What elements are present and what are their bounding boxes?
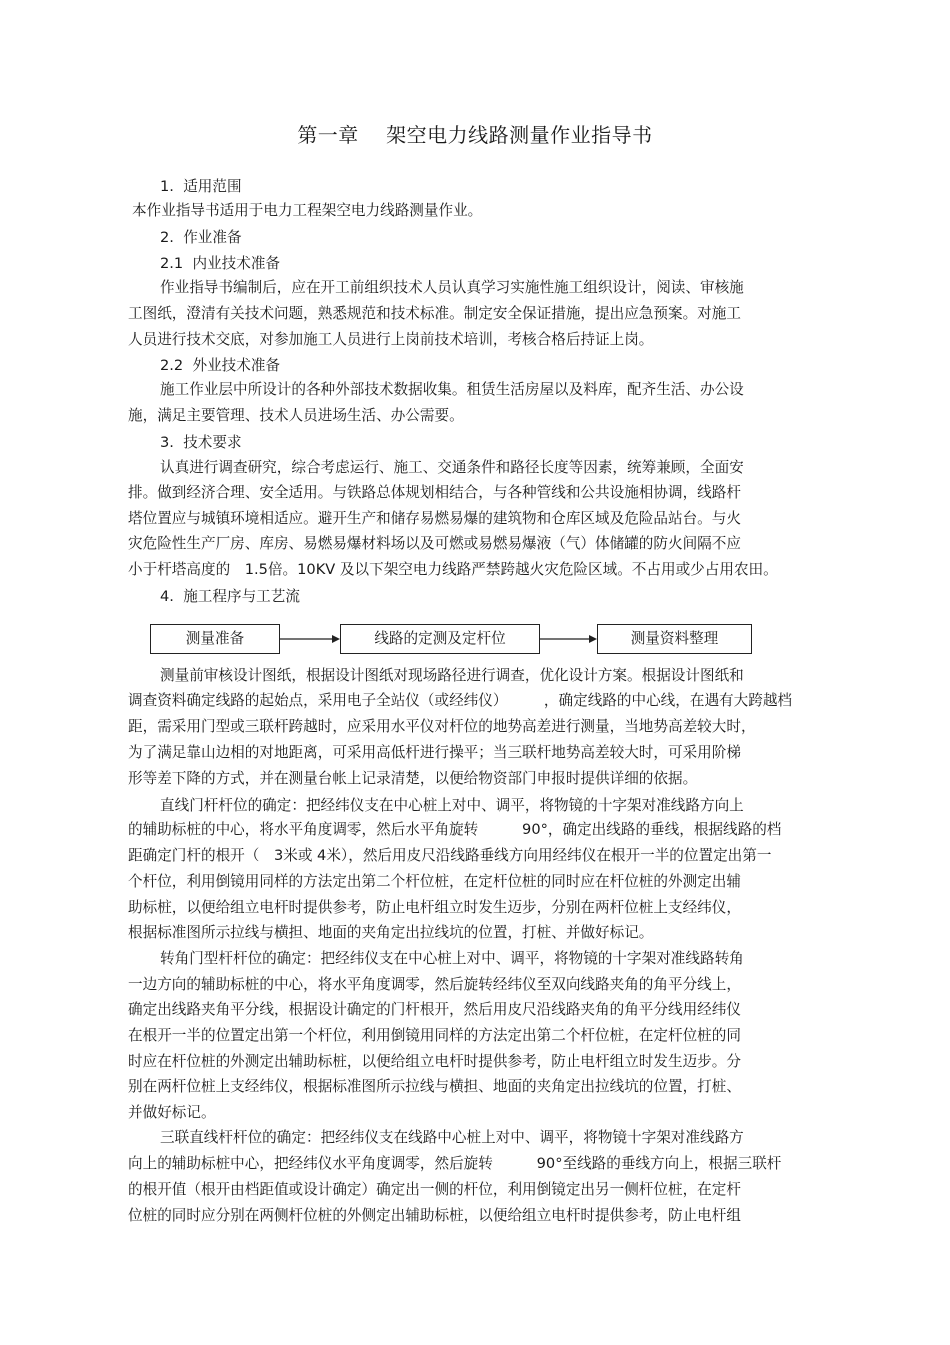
section-heading-scope: 1. 适用范围 bbox=[160, 178, 242, 195]
paragraph-line: 测量前审核设计图纸，根据设计图纸对现场路径进行调查，优化设计方案。根据设计图纸和 bbox=[160, 667, 744, 684]
paragraph-line: 在根开一半的位置定出第一个杆位，利用倒镜用同样的方法定出第二个杆位桩，在定杆位桩的同 bbox=[128, 1027, 741, 1044]
section-heading-technical-requirements: 3. 技术要求 bbox=[160, 434, 242, 451]
paragraph-line: 直线门杆杆位的确定：把经纬仪支在中心桩上对中、调平，将物镜的十字架对准线路方向上 bbox=[160, 797, 744, 814]
paragraph-line: 调查资料确定线路的起始点，采用电子全站仪（或经纬仪） ，确定线路的中心线，在遇有大跨越档 bbox=[128, 692, 793, 709]
paragraph-line: 排。做到经济合理、安全适用。与铁路总体规划相结合，与各种管线和公共设施相协调，线路杆 bbox=[128, 484, 741, 501]
section-heading-field-prep: 2.2 外业技术准备 bbox=[160, 357, 281, 374]
paragraph-line: 确定出线路夹角平分线，根据设计确定的门杆根开，然后用皮尺沿线路夹角的角平分线用经纬仪 bbox=[128, 1001, 741, 1018]
section-heading-preparation: 2. 作业准备 bbox=[160, 229, 242, 246]
paragraph-line: 的根开值（根开由档距值或设计确定）确定出一侧的杆位，利用倒镜定出另一侧杆位桩，在定杆 bbox=[128, 1181, 741, 1198]
paragraph-line: 灾危险性生产厂房、库房、易燃易爆材料场以及可燃或易燃易爆液（气）体储罐的防火间隔不应 bbox=[128, 535, 741, 552]
paragraph-line: 施，满足主要管理、技术人员进场生活、办公需要。 bbox=[128, 407, 464, 424]
paragraph-line: 个杆位，利用倒镜用同样的方法定出第二个杆位桩，在定杆位桩的同时应在杆位桩的外测定出辅 bbox=[128, 873, 741, 890]
paragraph-line: 距确定门杆的根开（ 3米或 4米），然后用皮尺沿线路垂线方向用经纬仪在根开一半的位置定出第一 bbox=[128, 847, 772, 864]
paragraph-line: 助标桩，以便给组立电杆时提供参考，防止电杆组立时发生迈步，分别在两杆位桩上支经纬仪， bbox=[128, 899, 741, 916]
paragraph-line: 形等差下降的方式，并在测量台帐上记录清楚，以便给物资部门申报时提供详细的依据。 bbox=[128, 770, 698, 787]
process-flow-diagram bbox=[0, 624, 950, 656]
paragraph-line: 时应在杆位桩的外测定出辅助标桩，以便给组立电杆时提供参考，防止电杆组立时发生迈步。分 bbox=[128, 1053, 741, 1070]
paragraph-line: 认真进行调查研究，综合考虑运行、施工、交通条件和路径长度等因素，统筹兼顾，全面安 bbox=[160, 459, 744, 476]
paragraph-line: 向上的辅助标桩中心，把经纬仪水平角度调零，然后旋转 90°至线路的垂线方向上，根据三联杆 bbox=[128, 1155, 782, 1172]
paragraph-line: 小于杆塔高度的 1.5倍。10KV 及以下架空电力线路严禁跨越火灾危险区域。不占用或少占用农田。 bbox=[128, 561, 778, 578]
paragraph-line: 位桩的同时应分别在两侧杆位桩的外侧定出辅助标桩，以便给组立电杆时提供参考，防止电杆组 bbox=[128, 1207, 741, 1224]
flow-step-route-staking: 线路的定测及定杆位 bbox=[340, 624, 540, 654]
page-title: 第一章 架空电力线路测量作业指导书 bbox=[297, 123, 653, 147]
flow-arrow-icon bbox=[280, 624, 340, 654]
paragraph-line: 作业指导书编制后，应在开工前组织技术人员认真学习实施性施工组织设计，阅读、审核施 bbox=[160, 279, 744, 296]
paragraph-line: 转角门型杆杆位的确定：把经纬仪支在中心桩上对中、调平，将物镜的十字架对准线路转角 bbox=[160, 950, 744, 967]
paragraph-line: 人员进行技术交底，对参加施工人员进行上岗前技术培训，考核合格后持证上岗。 bbox=[128, 331, 654, 348]
section-heading-procedure: 4. 施工程序与工艺流 bbox=[160, 588, 300, 605]
paragraph-line: 别在两杆位桩上支经纬仪，根据标准图所示拉线与横担、地面的夹角定出拉线坑的位置，打桩、 bbox=[128, 1078, 741, 1095]
paragraph-line: 施工作业层中所设计的各种外部技术数据收集。租赁生活房屋以及料库，配齐生活、办公设 bbox=[160, 381, 744, 398]
paragraph-line: 并做好标记。 bbox=[128, 1104, 216, 1121]
flow-arrow-icon bbox=[540, 624, 597, 654]
paragraph-line: 根据标准图所示拉线与横担、地面的夹角定出拉线坑的位置，打桩、并做好标记。 bbox=[128, 924, 654, 941]
flow-step-data-organize: 测量资料整理 bbox=[597, 624, 752, 654]
paragraph-line: 为了满足靠山边相的对地距离，可采用高低杆进行操平；当三联杆地势高差较大时，可采用阶梯 bbox=[128, 744, 741, 761]
flow-step-survey-prep: 测量准备 bbox=[150, 624, 280, 654]
paragraph-line: 三联直线杆杆位的确定：把经纬仪支在线路中心桩上对中、调平，将物镜十字架对准线路方 bbox=[160, 1129, 744, 1146]
paragraph-line: 的辅助标桩的中心，将水平角度调零，然后水平角旋转 90°，确定出线路的垂线，根据线路的档 bbox=[128, 821, 782, 838]
paragraph-line: 塔位置应与城镇环境相适应。避开生产和储存易燃易爆的建筑物和仓库区域及危险品站台。与火 bbox=[128, 510, 741, 527]
paragraph-line: 一边方向的辅助标桩的中心，将水平角度调零，然后旋转经纬仪至双向线路夹角的角平分线上， bbox=[128, 976, 741, 993]
paragraph-line: 工图纸，澄清有关技术问题，熟悉规范和技术标准。制定安全保证措施，提出应急预案。对施工 bbox=[128, 305, 741, 322]
paragraph-line: 距，需采用门型或三联杆跨越时，应采用水平仪对杆位的地势高差进行测量，当地势高差较大时， bbox=[128, 718, 756, 735]
paragraph-line: 本作业指导书适用于电力工程架空电力线路测量作业。 bbox=[132, 202, 483, 219]
section-heading-internal-prep: 2.1 内业技术准备 bbox=[160, 255, 281, 272]
